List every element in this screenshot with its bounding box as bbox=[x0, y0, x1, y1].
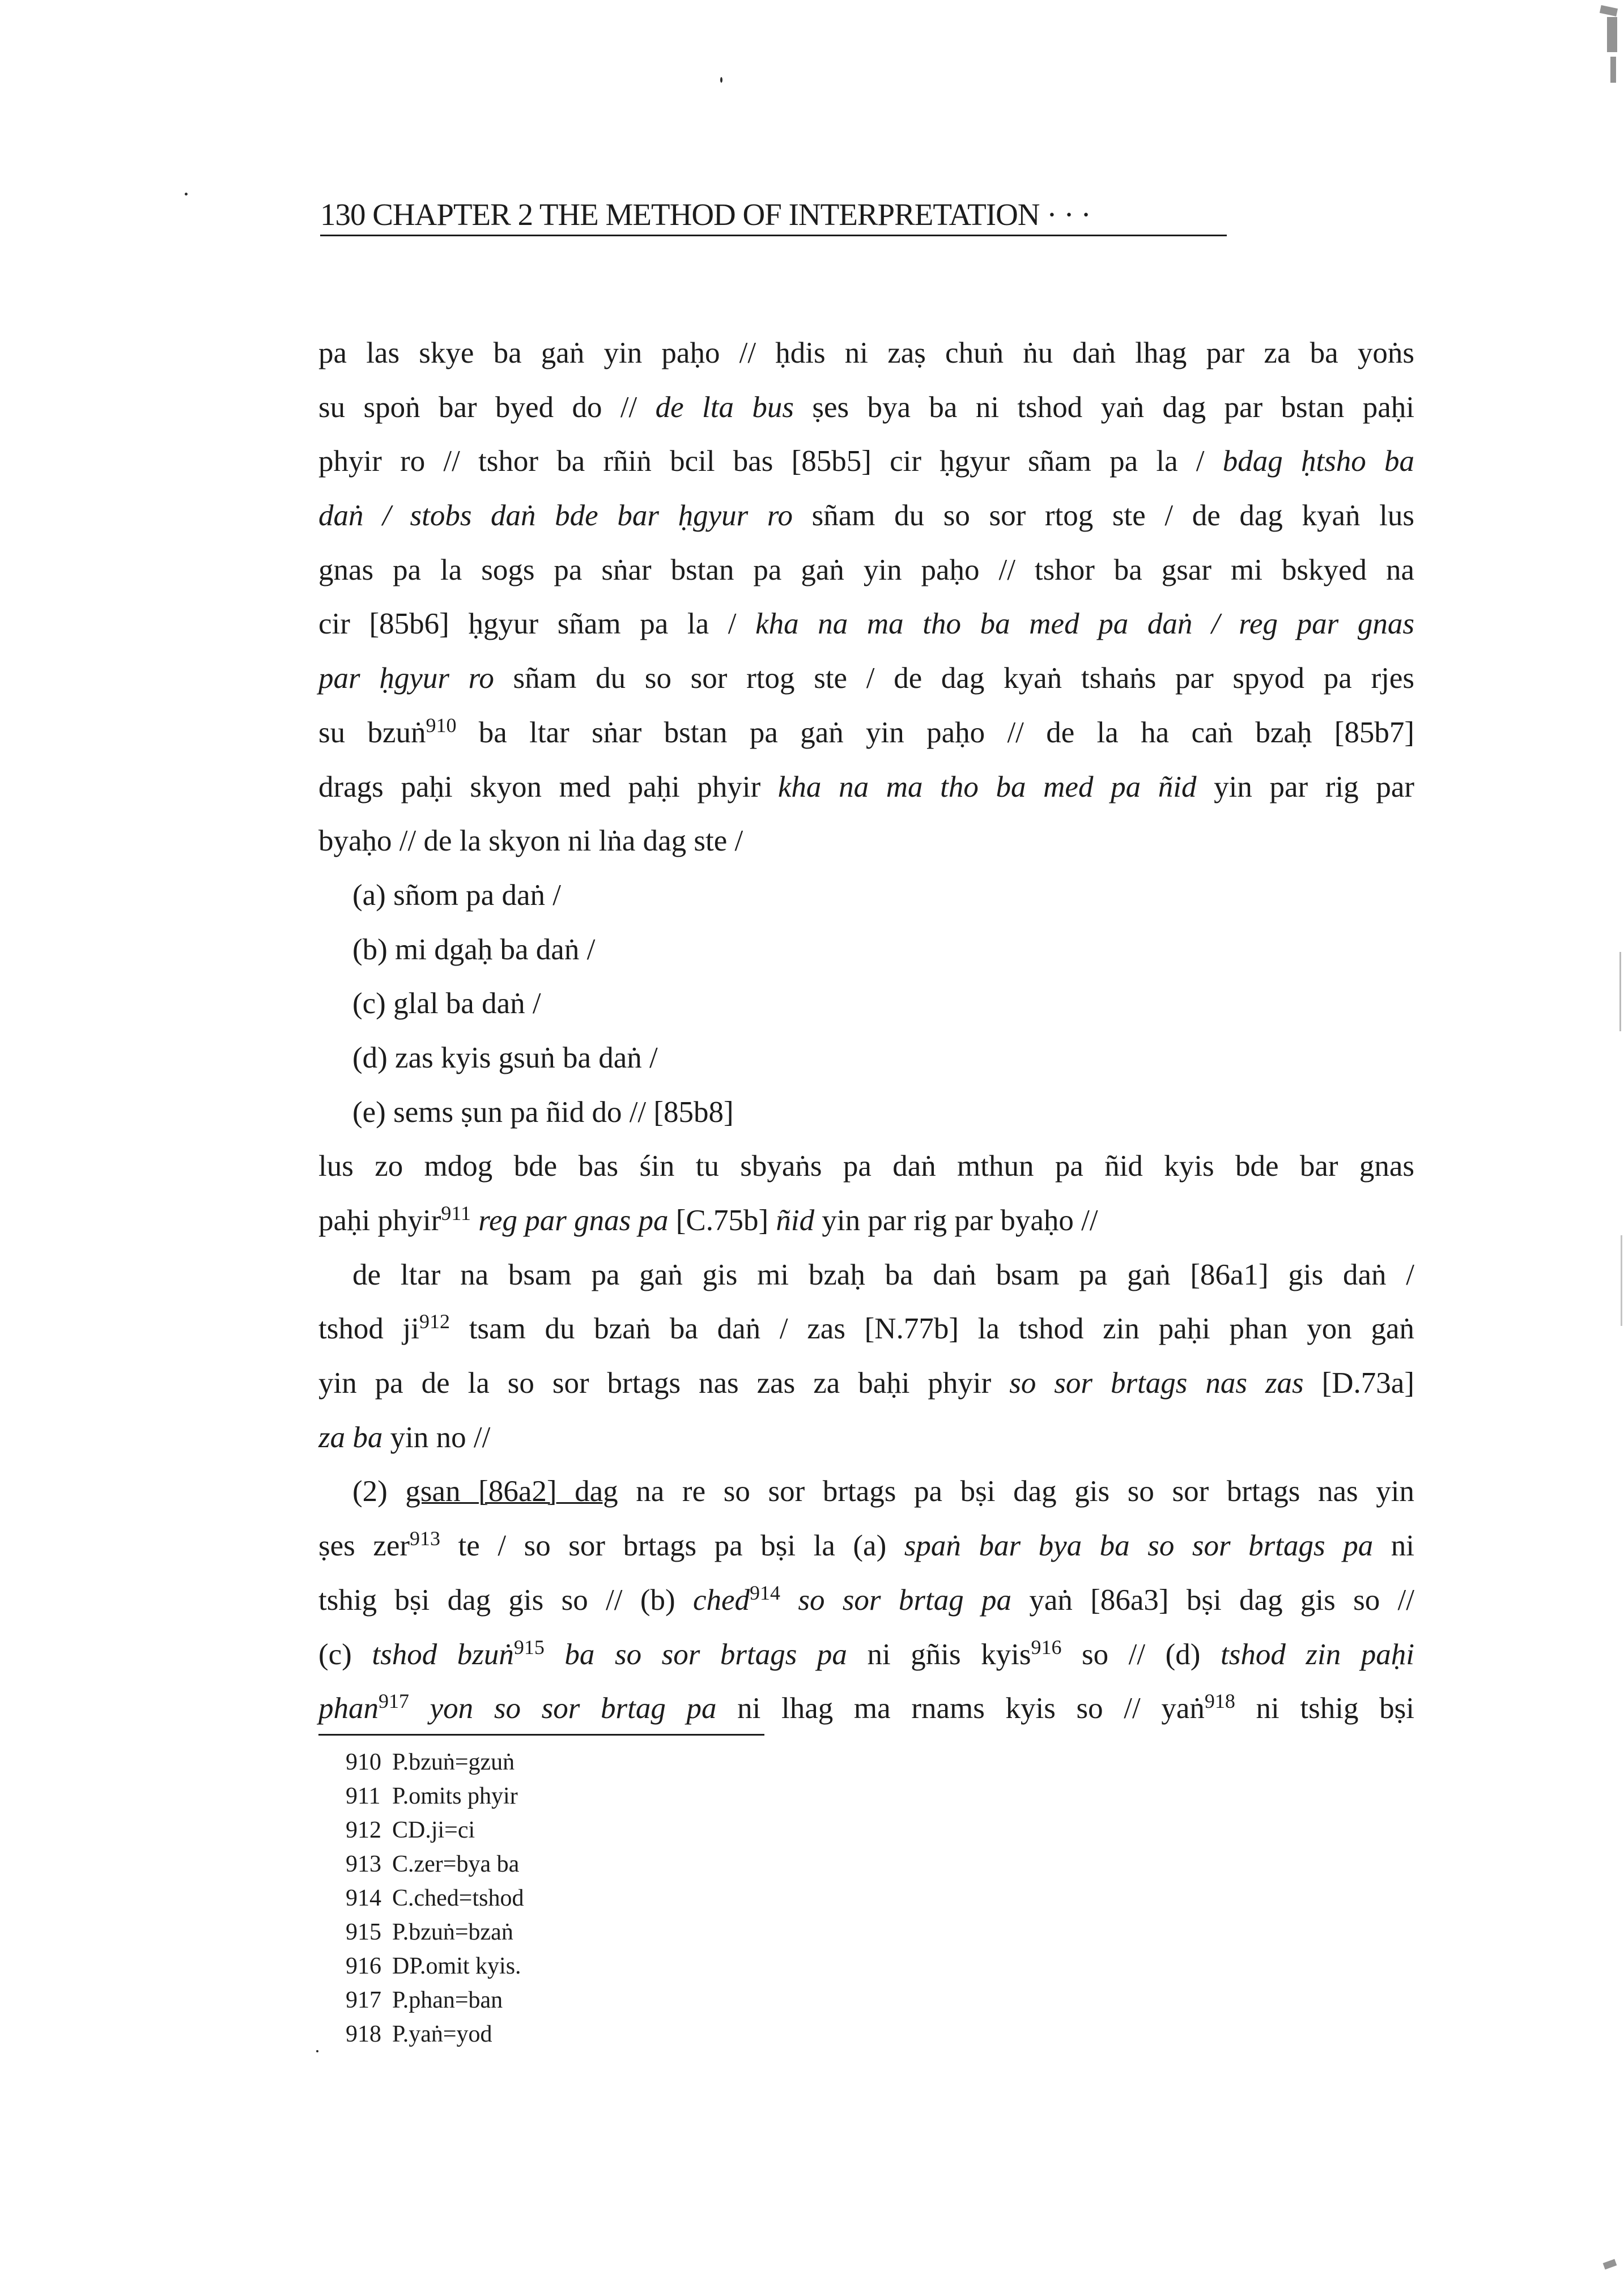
scan-corner-mark bbox=[1600, 5, 1618, 16]
footnote-ref: 914 bbox=[750, 1581, 781, 1604]
footnote-text: P.yaṅ=yod bbox=[392, 2021, 492, 2047]
text-line: de ltar na bsam pa gaṅ gis mi bzaḥ ba daṅ bsam pa gaṅ [86a1] gis daṅ / bbox=[352, 1258, 1414, 1291]
footnote-ref: 910 bbox=[426, 713, 457, 737]
text-line: (2) gsan [86a2] dag na re so sor brtags pa bṣi dag gis so sor brtags nas yin bbox=[352, 1475, 1414, 1508]
footnote-text: C.zer=bya ba bbox=[392, 1851, 520, 1877]
footnotes bbox=[346, 1745, 524, 2051]
text-line: phan$^{917}$ yon so sor brtag pa ni lhag ma rnams kyis so // yaṅ$^{918}$ ni tshig bṣi bbox=[318, 1690, 1414, 1725]
text-line: paḥi phyir$^{911}$ reg par gnas pa [C.75b] ñid yin par rig par byaḥo // bbox=[318, 1202, 1098, 1237]
scan-speck bbox=[720, 77, 722, 83]
scan-edge-mark bbox=[1619, 952, 1621, 1031]
footnote-ref: 913 bbox=[410, 1527, 441, 1550]
text-line: (c) tshod bzuṅ$^{915}$ ba so sor brtags pa ni gñis kyis$^{916}$ so // (d) tshod zin paḥi bbox=[318, 1635, 1414, 1671]
footnote-number: 913 bbox=[346, 1851, 381, 1877]
text-line: ṣes zer$^{913}$ te / so sor brtags pa bṣi la (a) spaṅ bar bya ba so sor brtags pa ni bbox=[318, 1527, 1414, 1563]
list-item: (e) sems ṣun pa ñid do // [85b8] bbox=[352, 1095, 734, 1129]
footnote-number: 916 bbox=[346, 1953, 381, 1979]
footnote bbox=[346, 1745, 524, 1779]
footnote-number: 912 bbox=[346, 1817, 381, 1843]
footnote-divider bbox=[318, 1734, 764, 1736]
text-line: su bzuṅ$^{910}$ ba ltar sṅar bstan pa gaṅ yin paḥo // de la ha caṅ bzaḥ [85b7] bbox=[318, 713, 1414, 749]
scan-corner-mark bbox=[1607, 17, 1617, 52]
scan-corner-mark bbox=[1603, 2259, 1617, 2270]
text-line: gnas pa la sogs pa sṅar bstan pa gaṅ yin paḥo // tshor ba gsar mi bskyed na bbox=[318, 553, 1414, 586]
footnote-text: CD.ji=ci bbox=[392, 1817, 475, 1843]
text-line: za ba yin no // bbox=[318, 1421, 491, 1454]
text-line: daṅ / stobs daṅ bde bar ḥgyur ro sñam du so sor rtog ste / de dag kyaṅ lus bbox=[318, 499, 1414, 533]
list-item: (a) sñom pa daṅ / bbox=[352, 878, 561, 912]
footnote bbox=[346, 2017, 524, 2051]
footnote-number: 917 bbox=[346, 1987, 381, 2013]
footnote-ref: 915 bbox=[513, 1635, 545, 1659]
text-line: tshig bṣi dag gis so // (b) ched$^{914}$ so sor brtag pa yaṅ [86a3] bṣi dag gis so // bbox=[318, 1581, 1414, 1617]
text-line: pa las skye ba gaṅ yin paḥo // ḥdis ni zaṣ chuṅ ṅu daṅ lhag par za ba yoṅs bbox=[318, 337, 1414, 369]
text-line: phyir ro // tshor ba rñiṅ bcil bas [85b5] cir ḥgyur sñam pa la / bdag ḥtsho ba bbox=[318, 445, 1415, 478]
text-line: drags paḥi skyon med paḥi phyir kha na ma tho ba med pa ñid yin par rig par bbox=[318, 770, 1414, 803]
text-line: yin pa de la so sor brtags nas zas za baḥi phyir so sor brtags nas zas [D.73a] bbox=[318, 1367, 1414, 1400]
footnote-ref: 916 bbox=[1031, 1635, 1062, 1659]
text-line: par ḥgyur ro sñam du so sor rtog ste / de dag kyaṅ tshaṅs par spyod pa rjes bbox=[318, 662, 1415, 695]
scan-speck bbox=[316, 2050, 318, 2052]
footnote bbox=[346, 1847, 524, 1881]
scan-corner-mark bbox=[1610, 57, 1616, 83]
footnote-text: P.omits phyir bbox=[392, 1783, 518, 1809]
footnote-ref: 918 bbox=[1204, 1690, 1235, 1713]
list-item: (b) mi dgaḥ ba daṅ / bbox=[352, 933, 596, 966]
footnote-number: 911 bbox=[346, 1783, 381, 1809]
footnote-text: P.bzuṅ=gzuṅ bbox=[392, 1749, 515, 1775]
text-line: lus zo mdog bde bas śin tu sbyaṅs pa daṅ mthun pa ñid kyis bde bar gnas bbox=[318, 1150, 1414, 1183]
footnote-number: 918 bbox=[346, 2021, 381, 2047]
underlined-reference: gsan [86a2] dag bbox=[405, 1475, 618, 1508]
footnote bbox=[346, 1881, 524, 1915]
running-head: 130 CHAPTER 2 THE METHOD OF INTERPRETATION · · · bbox=[320, 195, 1227, 236]
footnote bbox=[346, 1813, 524, 1847]
footnote-text: P.phan=ban bbox=[392, 1987, 503, 2013]
scan-speck bbox=[185, 193, 188, 195]
footnote bbox=[346, 1983, 524, 2017]
text-line: cir [85b6] ḥgyur sñam pa la / kha na ma tho ba med pa daṅ / reg par gnas bbox=[318, 607, 1414, 641]
footnote-number: 914 bbox=[346, 1885, 381, 1911]
footnote-number: 915 bbox=[346, 1919, 381, 1945]
footnote-ref: 912 bbox=[419, 1310, 450, 1333]
footnote-ref: 911 bbox=[441, 1202, 471, 1224]
text-line: su spoṅ bar byed do // de lta bus ṣes bya ba ni tshod yaṅ dag par bstan paḥi bbox=[318, 390, 1415, 424]
footnote bbox=[346, 1949, 524, 1983]
footnote-ref: 917 bbox=[379, 1690, 409, 1713]
body-text bbox=[318, 326, 1414, 1736]
footnote-text: C.ched=tshod bbox=[392, 1885, 524, 1911]
list-item: (c) glal ba daṅ / bbox=[352, 987, 541, 1021]
scan-edge-mark bbox=[1621, 1235, 1622, 1326]
footnote bbox=[346, 1779, 524, 1813]
list-item: (d) zas kyis gsuṅ ba daṅ / bbox=[352, 1041, 658, 1074]
footnote-number: 910 bbox=[346, 1749, 381, 1775]
text-line: byaḥo // de la skyon ni lṅa dag ste / bbox=[318, 824, 743, 858]
text-line: tshod $ji^{912}$ tsam du bzaṅ ba daṅ / zas [N.77b] la tshod zin paḥi phan yon gaṅ bbox=[318, 1310, 1414, 1346]
footnote bbox=[346, 1915, 524, 1949]
footnote-text: P.bzuṅ=bzaṅ bbox=[392, 1919, 513, 1945]
footnote-text: DP.omit kyis. bbox=[392, 1953, 521, 1979]
